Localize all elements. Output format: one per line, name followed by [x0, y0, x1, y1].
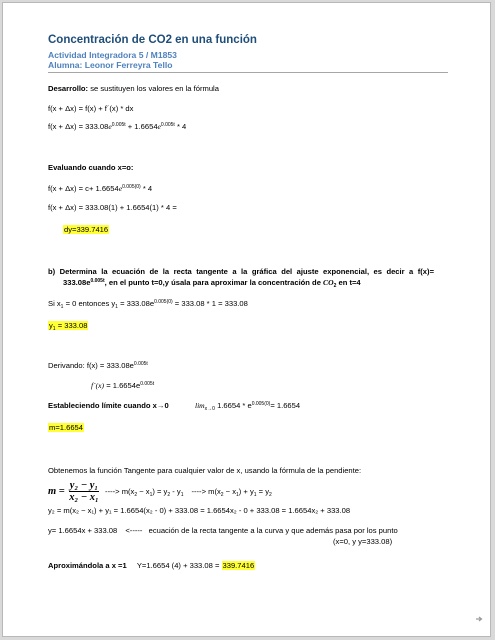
aprox-line — [48, 561, 255, 570]
tangente-intro: Obtenemos la función Tangente para cualquier valor de x, usando la fórmula de la pendiente: — [48, 466, 362, 475]
slope-m: m = — [48, 486, 65, 497]
final-equation-line — [48, 526, 398, 535]
part-b-function: 333.08e — [63, 278, 91, 287]
arrow-text: − x — [223, 487, 237, 496]
evaluando-result — [63, 225, 109, 234]
formula-1: f(x + Δx) = f(x) + f´(x) * dx — [48, 104, 134, 113]
part-b-line1: b) Determina la ecuación de la recta tangente a la gráfica del ajuste exponencial, es decir a f(x)= — [48, 267, 434, 276]
desarrollo-line — [48, 84, 219, 93]
exponent: 0.005t — [140, 381, 155, 387]
derivative-line — [91, 381, 154, 390]
arrow-text: ----> m(x — [105, 487, 135, 496]
si-text-b: = 0 entonces y — [63, 299, 116, 308]
desarrollo-text: se sustituyen los valores en la fórmula — [90, 84, 219, 93]
arrow-text: = y — [256, 487, 270, 496]
formula-2-rhs: * 4 — [174, 122, 187, 131]
subscript: 1 — [60, 304, 64, 310]
highlighted-result: m=1.6654 — [49, 423, 83, 432]
si-text: Si x — [48, 299, 61, 308]
arrow-step-1: ----> $m(x_2 - x_1) = y_2 - y_1$ — [105, 487, 184, 498]
derivando-label: Derivando: f(x) = 333.08e — [48, 361, 134, 370]
subscript: x→0 — [204, 406, 215, 412]
fraction-numerator: y₂ − y₁ — [69, 480, 99, 491]
co2-symbol: CO — [323, 278, 334, 287]
evaluando-eq2: f(x + Δx) = 333.08(1) + 1.6654(1) * 4 = — [48, 203, 177, 212]
subscript: 1 — [115, 304, 118, 310]
exponent: 0.005(0) — [251, 401, 271, 407]
slope-formula — [48, 480, 272, 503]
exponent: 0.005t — [133, 361, 148, 367]
part-b-text: , en el punto t=0,y úsala para aproximar la concentración de — [104, 278, 321, 287]
activity-subtitle: Actividad Integradora 5 / M1853 — [48, 50, 177, 60]
si-text-d: = 333.08 * 1 = 333.08 — [172, 299, 248, 308]
limit-result: = 1.6654 — [270, 401, 301, 410]
formula-2-mid: + 1.6654 — [125, 122, 158, 131]
document-title: Concentración de CO2 en una función — [48, 34, 257, 46]
desarrollo-label: Desarrollo: — [48, 84, 89, 93]
aprox-label: Aproximándola a x =1 — [48, 561, 127, 570]
arrow-step-2: ----> $m(x_2 - x_1) + y_1 = y_2$ — [191, 487, 272, 498]
exponent: 0.005(0) — [122, 184, 141, 190]
part-b-line2 — [63, 278, 361, 287]
part-b-text-end: en t=4 — [336, 278, 361, 287]
next-page-arrow-icon[interactable] — [475, 615, 483, 623]
part-b-question — [48, 266, 434, 278]
arrow-text: ) = y — [152, 487, 168, 496]
tangent-description: ecuación de la recta tangente a la curva y que además pasa por los punto — [148, 526, 398, 535]
limit-line — [48, 401, 300, 410]
arrow-text: ----> m(x — [191, 487, 221, 496]
exponent: 0.005(0) — [154, 299, 173, 305]
tangent-equation: y= 1.6654x + 333.08 — [48, 526, 118, 535]
arrow-text: − x — [137, 487, 150, 496]
si-text-c: = 333.08e — [117, 299, 155, 308]
highlighted-result: dy=339.7416 — [64, 225, 109, 234]
limit-expr: 1.6654 * e — [214, 401, 252, 410]
highlighted-result: 339.7416 — [222, 561, 255, 570]
f-prime: f´(x) — [91, 381, 105, 390]
y1-value: = 333.08 — [55, 321, 88, 330]
student-name: Alumna: Leonor Ferreyra Tello — [48, 60, 173, 70]
slope-fraction — [69, 480, 99, 503]
si-line — [48, 299, 248, 308]
subscript: 2 — [333, 283, 337, 289]
aprox-equation: Y=1.6654 (4) + 333.08 = — [136, 561, 220, 570]
exponent: 0.005t — [111, 122, 126, 128]
evaluando-eq1-rhs: * 4 — [140, 184, 153, 193]
y1-result — [48, 321, 88, 330]
evaluando-eq1: $f(x + \Delta x) = c+ 1.6654e^{0.005(0)} * 4$ — [48, 184, 153, 193]
derivando-line — [48, 361, 148, 370]
exponent: 0.005t — [90, 278, 105, 284]
formula-2: $f(x + \Delta x) = 333.08e^{0.005t} + 1.6654e^{0.005t} * 4$ — [48, 122, 187, 131]
evaluando-eq1-lhs: f(x + Δx) = c+ 1.6654 — [48, 184, 119, 193]
m-result — [48, 423, 84, 432]
limit-label: Estableciendo límite cuando x→0 — [48, 401, 169, 410]
arrow-text: ) + y — [238, 487, 254, 496]
tangent-point: (x=0, y y=333.08) — [333, 537, 393, 546]
fraction-denominator: x₂ − x₁ — [69, 492, 99, 503]
formula-2-lhs: f(x + Δx) = 333.08 — [48, 122, 109, 131]
lim-symbol: lim — [194, 401, 205, 410]
document-page — [2, 2, 491, 637]
arrow-text: <----- — [125, 526, 143, 535]
y1-label: y — [49, 321, 53, 330]
subscript: 1 — [52, 326, 56, 332]
arrow-text: - y — [170, 487, 181, 496]
header-divider — [48, 72, 448, 73]
exponent: 0.005t — [160, 122, 175, 128]
evaluando-heading: Evaluando cuando x=o: — [48, 163, 134, 172]
derivative-value: = 1.6654e — [104, 381, 141, 390]
highlighted-result — [48, 321, 88, 330]
y2-equation: y₂ = m(x₂ − x₁) + y₁ = 1.6654(x₂ - 0) + 333.08 = 1.6654x₂ - 0 + 333.08 = 1.6654x₂ + 333.08 — [48, 506, 351, 515]
